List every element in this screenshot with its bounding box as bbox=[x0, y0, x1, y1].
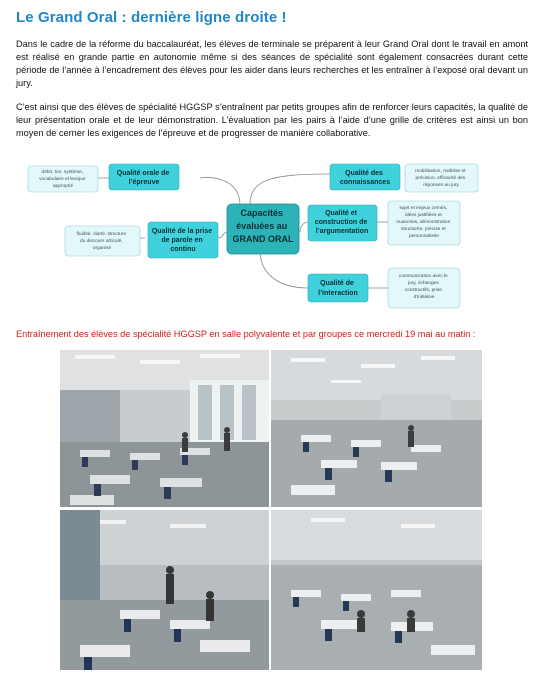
photo-grid bbox=[60, 350, 483, 670]
mindmap-note-text: communication avec le bbox=[398, 274, 448, 279]
mindmap-node-label: l’interaction bbox=[318, 290, 358, 297]
mindmap-node-label: l’épreuve bbox=[128, 179, 160, 186]
mindmap-note-text: personnalisée bbox=[409, 234, 439, 239]
mindmap-note-oral-quality bbox=[28, 166, 98, 192]
mindmap-center-label: Capacités bbox=[240, 208, 284, 218]
mindmap-note-text: débit, ton, système, bbox=[41, 170, 84, 175]
group-photo bbox=[60, 510, 269, 670]
mindmap-node-argumentation-quality bbox=[308, 205, 377, 241]
mindmap-note-speaking-quality bbox=[65, 226, 140, 256]
mindmap-node-oral-quality bbox=[109, 164, 179, 190]
mindmap-note-text: réponses au jury bbox=[423, 183, 459, 188]
mindmap-note-text: organisé bbox=[92, 246, 112, 251]
mindmap-note-text: précision, efficacité des bbox=[415, 176, 466, 181]
mindmap-node-label: l’argumentation bbox=[315, 228, 369, 235]
mindmap-note-interaction-quality bbox=[388, 268, 460, 308]
mindmap-note-text: approprié bbox=[52, 184, 74, 189]
mindmap-note-argumentation-quality bbox=[388, 201, 460, 245]
intro-paragraph: Dans le cadre de la réforme du baccalauréat, les élèves de terminale se préparent à leur Grand Oral dont le travail en amont est réalisé en grande partie en autonomie même si des séances de spécialité sont également consacrées durant cette période de l’année à l’encadrement des élèves pour les aider dans leurs recherches et les entraîner à l’exposé oral devant un jury. bbox=[16, 39, 528, 88]
mindmap-note-text: du discours articulé, bbox=[79, 239, 123, 244]
mindmap-note-text: d’initiative bbox=[413, 295, 435, 300]
mindmap-node-knowledge-quality bbox=[330, 164, 400, 190]
mindmap-note-text: sujet et enjeux cernés, bbox=[399, 206, 448, 211]
mindmap-center-label: GRAND ORAL bbox=[232, 234, 294, 244]
mindmap-node-interaction-quality bbox=[308, 274, 368, 302]
mindmap-note-text: idées justifiées et bbox=[404, 213, 442, 218]
students-photo bbox=[271, 510, 482, 670]
mindmap-node-label: Qualité de bbox=[320, 280, 354, 287]
mindmap-node-label: Qualité des bbox=[345, 170, 383, 177]
capacities-mindmap bbox=[0, 150, 540, 320]
page-title: Le Grand Oral : dernière ligne droite ! bbox=[16, 9, 287, 26]
mindmap-center-label: évaluées au bbox=[236, 221, 288, 231]
mindmap-node-label: Qualité et bbox=[325, 210, 357, 217]
mindmap-center-node bbox=[227, 204, 299, 254]
mindmap-node-label: Qualité de la prise bbox=[151, 228, 213, 235]
training-paragraph: C’est ainsi que des élèves de spécialité HGGSP s’entraînent par petits groupes afin de renforcer leurs capacités, la qualité de leur présentation orale et de leur démonstration. L’évaluation par les pairs à l’aide d’une grille de critères est ainsi un bon moyen de cerner les exigences de l’épreuve et de progresser de manière collaborative. bbox=[16, 102, 528, 138]
mindmap-node-label: continu bbox=[170, 246, 196, 253]
hall-photo bbox=[271, 350, 482, 507]
mindmap-note-text: nuancées, démonstration bbox=[396, 220, 451, 225]
mindmap-note-text: jury, échanges bbox=[407, 281, 439, 286]
classroom-photo bbox=[60, 350, 269, 507]
mindmap-note-knowledge-quality bbox=[405, 164, 478, 192]
mindmap-node-label: Qualité orale de bbox=[116, 170, 170, 177]
mindmap-note-text: mobilisation, maîtrise et bbox=[415, 169, 466, 174]
photo-caption: Entraînement des élèves de spécialité HGGSP en salle polyvalente et par groupes ce mercredi 19 mai au matin : bbox=[16, 329, 476, 339]
mindmap-node-speaking-quality bbox=[148, 222, 218, 258]
mindmap-note-text: fluidité, clarté, structure bbox=[76, 232, 127, 237]
mindmap-node-label: construction de bbox=[314, 219, 368, 226]
mindmap-note-text: constructifs, prise bbox=[404, 288, 442, 293]
mindmap-node-label: de parole en bbox=[161, 237, 203, 244]
mindmap-note-text: structurée, précise et bbox=[400, 227, 446, 232]
mindmap-note-text: vocabulaire et lexique bbox=[39, 177, 86, 182]
svg-text:Capacités évaluées au bbox=[233, 208, 294, 244]
mindmap-node-label: connaissances bbox=[339, 179, 391, 186]
